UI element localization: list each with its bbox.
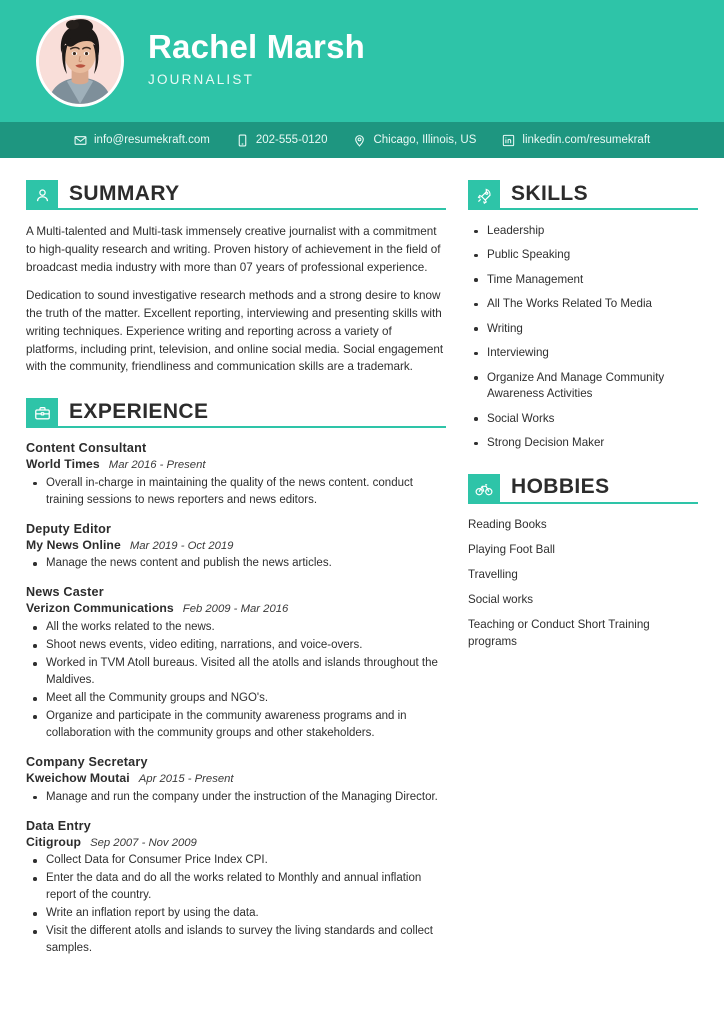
contact-phone-text: 202-555-0120 — [255, 134, 328, 146]
hobbies-list — [468, 517, 698, 650]
summary-badge — [26, 180, 58, 210]
hobby-item: Travelling — [468, 567, 518, 581]
job-bullet: Meet all the Community groups and NGO's. — [26, 690, 446, 707]
job-bullets — [26, 852, 446, 957]
job-bullet: Worked in TVM Atoll bureaus. Visited all the atolls and islands throughout the Maldives. — [26, 655, 446, 689]
skill-item: Strong Decision Maker — [468, 435, 698, 451]
job-title: Content Consultant — [26, 441, 147, 456]
job-bullets — [26, 475, 446, 509]
briefcase-icon — [34, 405, 51, 422]
right-column — [468, 180, 698, 672]
experience-item — [26, 585, 446, 742]
job-company: Kweichow Moutai — [26, 770, 130, 785]
contact-location[interactable] — [353, 134, 476, 147]
contact-email[interactable] — [74, 134, 210, 147]
contact-location-text: Chicago, Illinois, US — [373, 134, 477, 146]
contact-linkedin-text: linkedin.com/resumekraft — [522, 134, 651, 146]
job-dates: Mar 2019 - Oct 2019 — [129, 539, 234, 552]
skills-section-header — [468, 180, 698, 210]
section-skills — [468, 180, 698, 452]
contact-linkedin[interactable] — [502, 134, 650, 147]
skill-item: Leadership — [468, 223, 698, 239]
experience-title: EXPERIENCE — [69, 399, 209, 423]
job-role-subtitle: JOURNALIST — [148, 72, 255, 88]
section-summary — [26, 180, 446, 376]
job-title: News Caster — [26, 585, 104, 600]
skills-title: SKILLS — [511, 181, 589, 205]
skill-item: Public Speaking — [468, 247, 698, 263]
job-company: Citigroup — [26, 834, 82, 849]
phone-icon — [236, 134, 249, 147]
hobbies-badge — [468, 474, 500, 504]
job-bullets — [26, 789, 446, 806]
job-title: Company Secretary — [26, 755, 148, 770]
page-title: Rachel Marsh — [148, 27, 365, 65]
job-bullet: Organize and participate in the community awareness programs and in collaboration with the community groups and other stakeholders. — [26, 708, 446, 742]
hobby-item: Playing Foot Ball — [468, 542, 555, 556]
skill-item: Interviewing — [468, 345, 698, 361]
hobbies-section-header — [468, 474, 698, 504]
linkedin-icon — [502, 134, 515, 147]
summary-title: SUMMARY — [69, 181, 180, 205]
envelope-icon — [74, 134, 87, 147]
job-title: Data Entry — [26, 818, 91, 833]
job-dates: Feb 2009 - Mar 2016 — [182, 603, 289, 616]
job-meta — [26, 771, 446, 787]
hobby-item: Teaching or Conduct Short Training programs — [468, 618, 650, 648]
summary-paragraph: A Multi-talented and Multi-task immensely creative journalist with a commitment to high-quality research and writing. Proven history of achievement in the field of broadcast media industry with more than 07 years of professional experience. — [26, 225, 441, 274]
job-bullet: Enter the data and do all the works related to Monthly and annual inflation report of the country. — [26, 870, 446, 904]
job-title: Deputy Editor — [26, 521, 112, 536]
job-bullet: All the works related to the news. — [26, 619, 446, 636]
job-bullet: Manage the news content and publish the news articles. — [26, 555, 446, 572]
experience-item — [26, 819, 446, 958]
portrait-photo-icon — [39, 18, 121, 104]
job-dates: Apr 2015 - Present — [138, 772, 234, 785]
resume-header — [0, 0, 724, 122]
avatar — [36, 15, 124, 107]
experience-item — [26, 755, 446, 806]
summary-body — [26, 223, 446, 376]
job-bullet: Overall in-charge in maintaining the quality of the news content. conduct training sessions to news reporters and news editors. — [26, 475, 446, 509]
experience-section-header — [26, 398, 446, 428]
skill-item: Writing — [468, 321, 698, 337]
summary-paragraph: Dedication to sound investigative research methods and a strong desire to know the truth of the matter. Excellent reporting, interviewing and presenting skills with writing techniques. Experience writing and reporting across a variety of platforms, including print, television, and online social media. Social engagement with the community, friendliness and communication skills are a trademark. — [26, 289, 444, 374]
job-company: Verizon Communications — [26, 601, 174, 616]
experience-item — [26, 441, 446, 509]
bicycle-icon — [475, 480, 493, 498]
job-bullet: Visit the different atolls and islands to survey the living standards and collect samples. — [26, 923, 446, 957]
hobby-item: Reading Books — [468, 517, 547, 531]
left-column — [26, 180, 446, 979]
job-company: World Times — [26, 456, 100, 471]
contact-phone[interactable] — [236, 134, 328, 147]
hobby-item: Social works — [468, 593, 534, 607]
skill-item: Social Works — [468, 411, 698, 427]
job-bullet: Shoot news events, video editing, narrations, and voice-overs. — [26, 637, 446, 654]
section-experience — [26, 398, 446, 957]
identity-block — [148, 29, 365, 93]
contact-bar — [0, 122, 724, 158]
skill-item: All The Works Related To Media — [468, 296, 698, 312]
job-company: My News Online — [26, 537, 121, 552]
contact-email-text: info@resumekraft.com — [94, 134, 210, 146]
section-hobbies — [468, 474, 698, 650]
skills-list — [468, 223, 698, 452]
job-bullet: Manage and run the company under the instruction of the Managing Director. — [26, 789, 446, 806]
rocket-icon — [476, 187, 493, 204]
experience-item — [26, 522, 446, 573]
person-icon — [34, 187, 51, 204]
job-dates: Mar 2016 - Present — [108, 458, 206, 471]
job-meta — [26, 538, 446, 554]
skills-badge — [468, 180, 500, 210]
resume-body — [0, 158, 724, 1024]
hobbies-title: HOBBIES — [511, 475, 610, 499]
job-meta — [26, 601, 446, 617]
skill-item: Organize And Manage Community Awareness Activities — [468, 370, 698, 403]
job-bullet: Write an inflation report by using the data. — [26, 905, 446, 922]
job-meta — [26, 835, 446, 851]
job-dates: Sep 2007 - Nov 2009 — [90, 836, 197, 849]
location-pin-icon — [353, 134, 366, 147]
job-meta — [26, 457, 446, 473]
skill-item: Time Management — [468, 272, 698, 288]
job-bullets — [26, 619, 446, 742]
summary-section-header — [26, 180, 446, 210]
experience-list — [26, 441, 446, 957]
job-bullet: Collect Data for Consumer Price Index CPI. — [26, 852, 446, 869]
experience-badge — [26, 398, 58, 428]
job-bullets — [26, 555, 446, 572]
